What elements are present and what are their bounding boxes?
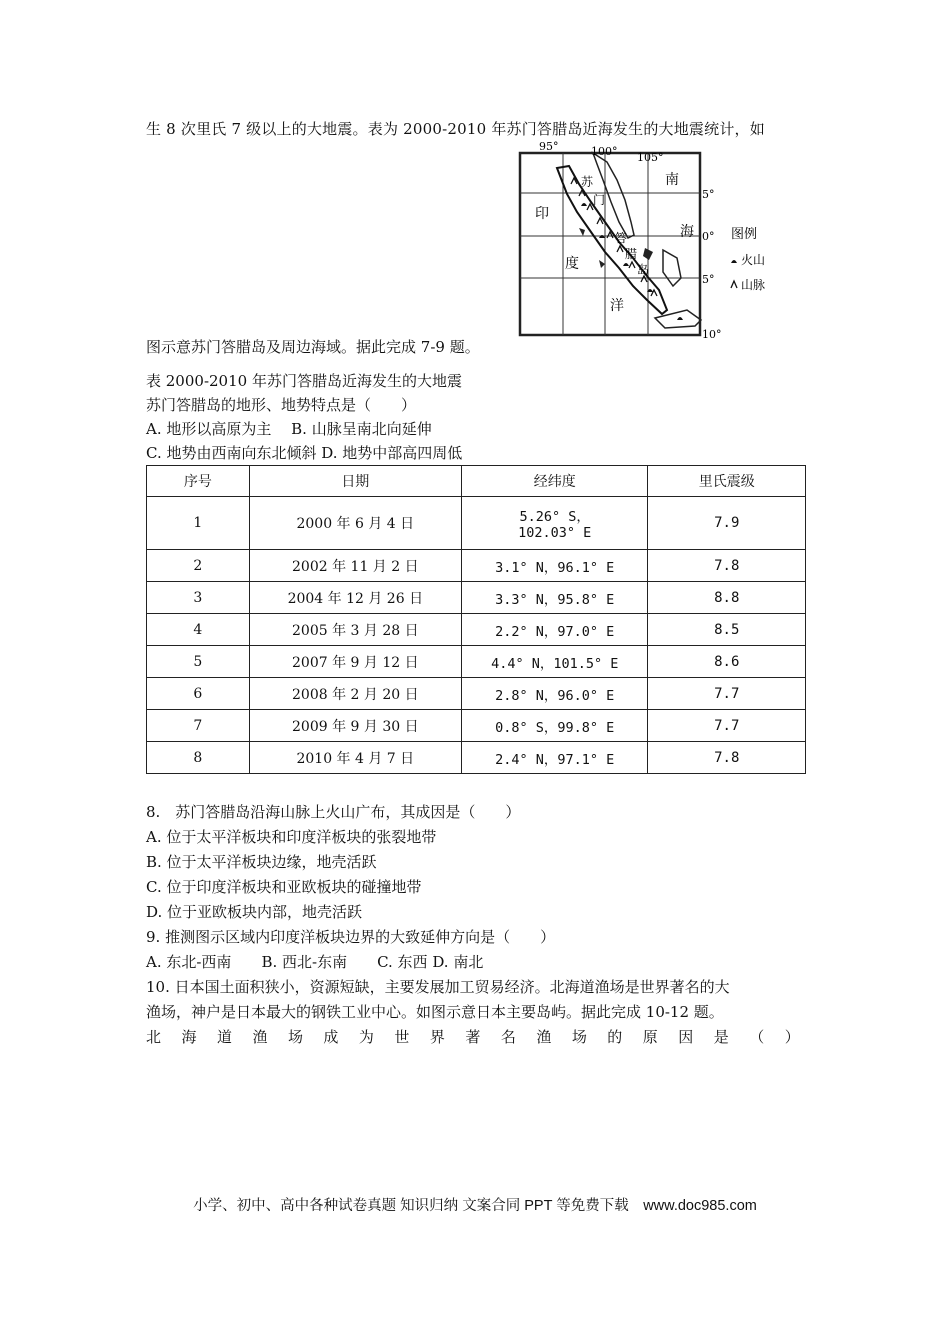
q10-char: 渔	[536, 1028, 552, 1046]
q8-stem: 8. 苏门答腊岛沿海山脉上火山广布，其成因是（ ）	[146, 803, 521, 821]
lon-label: 95°	[539, 140, 559, 153]
q10-char: 著	[465, 1028, 481, 1046]
island-char: 答	[615, 231, 628, 245]
q10-char: （	[749, 1028, 765, 1046]
q7-options-2: C. 地势由西南向东北倾斜 D. 地势中部高四周低	[146, 444, 463, 462]
cell-position: 3.1° N，96.1° E	[461, 550, 648, 582]
lon-label: 105°	[637, 151, 664, 164]
cell-date: 2008 年 2 月 20 日	[249, 678, 461, 710]
q9-options: A. 东北-西南 B. 西北-东南 C. 东西 D. 南北	[146, 953, 484, 971]
borneo-coast	[663, 250, 681, 286]
cell-magnitude: 8.5	[648, 614, 806, 646]
table-title: 表 2000-2010 年苏门答腊岛近海发生的大地震	[146, 372, 462, 390]
cell-magnitude: 8.6	[648, 646, 806, 678]
table-row	[147, 497, 806, 550]
q10-char: 原	[642, 1028, 658, 1046]
q8-option-d: D. 位于亚欧板块内部，地壳活跃	[146, 903, 363, 921]
table-row	[147, 742, 806, 774]
cell-position: 3.3° N，95.8° E	[461, 582, 648, 614]
cell-position-lat: 5.26° S，	[519, 509, 590, 525]
cell-date: 2005 年 3 月 28 日	[249, 614, 461, 646]
cell-no: 4	[147, 614, 250, 646]
q10-question	[146, 1027, 800, 1047]
intro-line-1: 生 8 次里氏 7 级以上的大地震。表为 2000-2010 年苏门答腊岛近海发生的大地震统计，如	[146, 120, 765, 138]
island-char: 岛	[637, 263, 650, 277]
cell-no: 8	[147, 742, 250, 774]
cell-date: 2010 年 4 月 7 日	[249, 742, 461, 774]
q10-char: ）	[784, 1028, 800, 1046]
q10-char: 界	[429, 1028, 445, 1046]
cell-date: 2007 年 9 月 12 日	[249, 646, 461, 678]
legend-title: 图例	[731, 227, 758, 242]
cell-date: 2009 年 9 月 30 日	[249, 710, 461, 742]
intro-line-2: 图示意苏门答腊岛及周边海域。据此完成 7-9 题。	[146, 338, 480, 356]
q8-option-b: B. 位于太平洋板块边缘，地壳活跃	[146, 853, 377, 871]
legend-volcano-icon	[731, 260, 737, 263]
cell-no: 7	[147, 710, 250, 742]
sea-char: 海	[680, 224, 694, 240]
q10-char: 名	[500, 1028, 516, 1046]
cell-position-lon: 102.03° E	[518, 525, 592, 541]
cell-position: 2.4° N，97.1° E	[461, 742, 648, 774]
lat-label: 5°	[702, 188, 715, 201]
table-row	[147, 678, 806, 710]
table-row	[147, 550, 806, 582]
q10-char: 道	[216, 1028, 232, 1046]
cell-position: 2.2° N，97.0° E	[461, 614, 648, 646]
q10-char: 场	[571, 1028, 587, 1046]
cell-position: 2.8° N，96.0° E	[461, 678, 648, 710]
q10-char: 世	[394, 1028, 410, 1046]
table-row	[147, 582, 806, 614]
cell-date: 2002 年 11 月 2 日	[249, 550, 461, 582]
cell-position: 0.8° S，99.8° E	[461, 710, 648, 742]
q10-char: 渔	[252, 1028, 268, 1046]
island-char: 门	[593, 193, 606, 207]
lat-label: 5°	[702, 273, 715, 286]
q7-stem: 苏门答腊岛的地形、地势特点是（ ）	[146, 396, 417, 414]
q10-char: 海	[181, 1028, 197, 1046]
q10-char: 场	[287, 1028, 303, 1046]
q10-char: 是	[713, 1028, 729, 1046]
q8-option-c: C. 位于印度洋板块和亚欧板块的碰撞地带	[146, 878, 422, 896]
q10-line-2: 渔场，神户是日本最大的钢铁工业中心。如图示意日本主要岛屿。据此完成 10-12 题。	[146, 1003, 724, 1021]
q10-line-1: 10. 日本国土面积狭小，资源短缺，主要发展加工贸易经济。北海道渔场是世界著名的大	[146, 978, 730, 996]
sumatra-map	[515, 140, 780, 340]
ocean-char: 印	[535, 206, 549, 222]
table-row	[147, 614, 806, 646]
ocean-char: 洋	[610, 298, 624, 314]
cell-magnitude: 7.8	[648, 550, 806, 582]
legend-mountain-icon	[731, 281, 737, 288]
cell-no: 6	[147, 678, 250, 710]
sea-char: 南	[665, 172, 679, 188]
cell-magnitude: 8.8	[648, 582, 806, 614]
cell-magnitude: 7.7	[648, 710, 806, 742]
lon-label: 100°	[591, 145, 618, 158]
q10-char: 因	[678, 1028, 694, 1046]
cell-position: 4.4° N，101.5° E	[461, 646, 648, 678]
q9-stem: 9. 推测图示区域内印度洋板块边界的大致延伸方向是（ ）	[146, 928, 556, 946]
cell-magnitude: 7.8	[648, 742, 806, 774]
q7-options-1: A. 地形以高原为主 B. 山脉呈南北向延伸	[146, 420, 432, 438]
earthquake-table	[146, 465, 806, 774]
header-magnitude: 里氏震级	[648, 466, 806, 497]
header-position: 经纬度	[461, 466, 648, 497]
q10-char: 的	[607, 1028, 623, 1046]
cell-no: 2	[147, 550, 250, 582]
table-row	[147, 710, 806, 742]
cell-no: 1	[147, 497, 250, 550]
cell-date: 2000 年 6 月 4 日	[249, 497, 461, 550]
header-no: 序号	[147, 466, 250, 497]
footer-text: 小学、初中、高中各种试卷真题 知识归纳 文案合同 PPT 等免费下载 www.doc985.com	[193, 1198, 757, 1214]
lat-label: 0°	[702, 230, 715, 243]
q10-char: 成	[323, 1028, 339, 1046]
island-char: 苏	[581, 175, 594, 189]
table-header-row	[147, 466, 806, 497]
legend-mountain-label: 山脉	[741, 278, 766, 292]
cell-no: 5	[147, 646, 250, 678]
q10-char: 为	[358, 1028, 374, 1046]
cell-position	[461, 497, 648, 550]
cell-no: 3	[147, 582, 250, 614]
header-date: 日期	[249, 466, 461, 497]
table-row	[147, 646, 806, 678]
cell-date: 2004 年 12 月 26 日	[249, 582, 461, 614]
q8-option-a: A. 位于太平洋板块和印度洋板块的张裂地带	[146, 828, 437, 846]
legend-volcano-label: 火山	[741, 253, 766, 267]
q10-char: 北	[146, 1028, 162, 1046]
cell-magnitude: 7.9	[648, 497, 806, 550]
cell-magnitude: 7.7	[648, 678, 806, 710]
lat-label: 10°	[702, 328, 722, 340]
island-char: 腊	[625, 247, 638, 261]
ocean-char: 度	[565, 256, 579, 272]
